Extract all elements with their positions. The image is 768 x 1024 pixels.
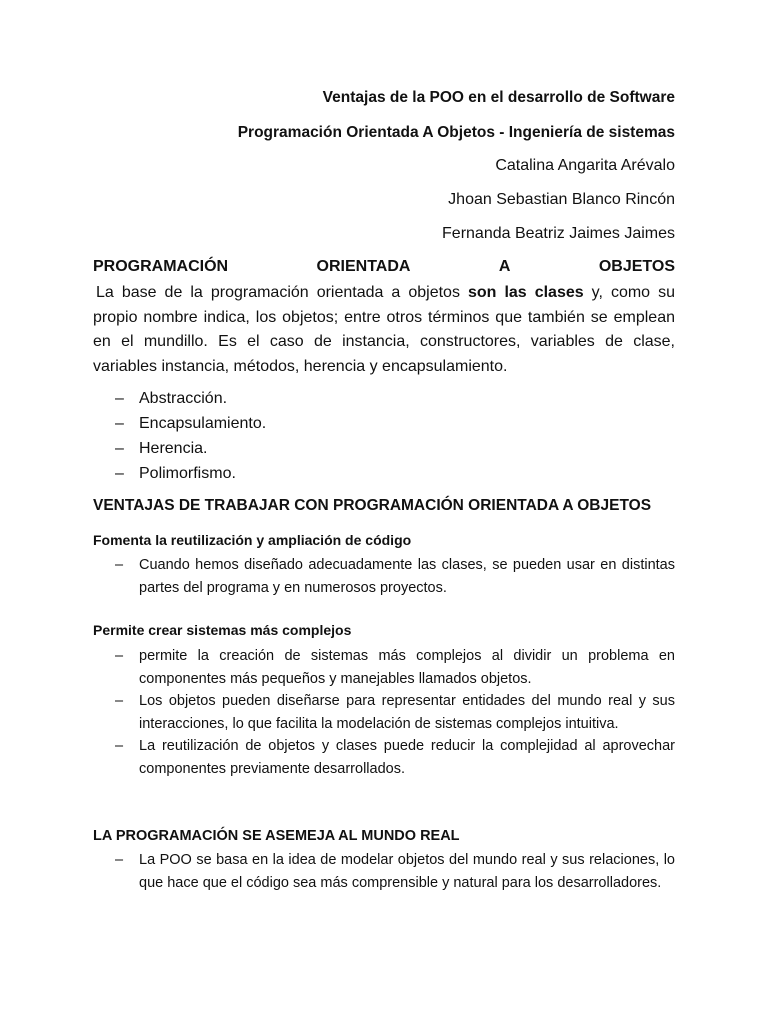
- list-item: [93, 735, 675, 780]
- document-subtitle: Programación Orientada A Objetos - Ingeniería de sistemas: [237, 124, 675, 141]
- reuse-list: [93, 554, 675, 599]
- document-title: Ventajas de la POO en el desarrollo de Software: [322, 89, 675, 106]
- author-2: Jhoan Sebastian Blanco Rincón: [448, 191, 675, 208]
- author-1: Catalina Angarita Arévalo: [495, 157, 675, 174]
- list-item: [93, 554, 675, 599]
- list-item: [93, 436, 675, 461]
- dash-bullet: –: [115, 738, 124, 754]
- list-item: [93, 386, 675, 411]
- list-item-text: Abstracción.: [139, 390, 228, 407]
- complex-list: [93, 645, 675, 780]
- dash-bullet: –: [115, 557, 124, 573]
- pillars-list: [93, 386, 675, 486]
- dash-bullet: –: [115, 440, 124, 457]
- list-item: [93, 461, 675, 486]
- intro-text-bold: son las clases: [467, 284, 584, 301]
- list-item: [93, 690, 675, 735]
- list-item-text: Los objetos pueden diseñarse para representar entidades del mundo real y sus interacciones, lo que facilita la modelación de sistemas complejos intuitiva.: [139, 693, 675, 732]
- dash-bullet: –: [115, 852, 124, 868]
- real-world-list: [93, 849, 675, 894]
- list-item-text: La reutilización de objetos y clases puede reducir la complejidad al aprovechar componentes previamente desarrollados.: [139, 738, 675, 777]
- list-item-text: Polimorfismo.: [139, 465, 236, 482]
- list-item: [93, 849, 675, 894]
- dash-bullet: –: [115, 390, 124, 407]
- intro-text-start: La base de la programación orientada a objetos: [96, 284, 468, 301]
- intro-heading-word: ORIENTADA: [316, 258, 411, 275]
- intro-heading-word: PROGRAMACIÓN: [93, 258, 229, 275]
- dash-bullet: –: [115, 648, 124, 664]
- dash-bullet: –: [115, 693, 124, 709]
- list-item: [93, 411, 675, 436]
- author-3: Fernanda Beatriz Jaimes Jaimes: [442, 225, 675, 242]
- intro-text-end: y, como su propio nombre indica, los objetos; entre otros términos que también se emplean en el mundillo. Es el caso de instancia, constructores, variables de clase, variables instancia, métodos, herencia y encapsulamiento.: [93, 284, 675, 375]
- section-title-reuse: Fomenta la reutilización y ampliación de código: [93, 532, 412, 548]
- list-item-text: Encapsulamiento.: [139, 415, 267, 432]
- list-item-text: La POO se basa en la idea de modelar objetos del mundo real y sus relaciones, lo que hace que el código sea más comprensible y natural para los desarrolladores.: [139, 852, 675, 891]
- section-title-real-world: LA PROGRAMACIÓN SE ASEMEJA AL MUNDO REAL: [93, 828, 460, 844]
- section-title-complex: Permite crear sistemas más complejos: [93, 622, 352, 638]
- intro-heading: [93, 258, 675, 276]
- dash-bullet: –: [115, 465, 124, 482]
- list-item-text: Herencia.: [139, 440, 208, 457]
- list-item-text: permite la creación de sistemas más complejos al dividir un problema en componentes más pequeños y manejables llamados objetos.: [139, 648, 675, 687]
- dash-bullet: –: [115, 415, 124, 432]
- intro-heading-word: A: [498, 258, 511, 275]
- intro-heading-word: OBJETOS: [598, 258, 675, 275]
- advantages-heading: VENTAJAS DE TRABAJAR CON PROGRAMACIÓN ORIENTADA A OBJETOS: [93, 497, 652, 514]
- intro-paragraph: [93, 281, 675, 379]
- list-item-text: Cuando hemos diseñado adecuadamente las clases, se pueden usar en distintas partes del programa y en numerosos proyectos.: [139, 557, 675, 596]
- list-item: [93, 645, 675, 690]
